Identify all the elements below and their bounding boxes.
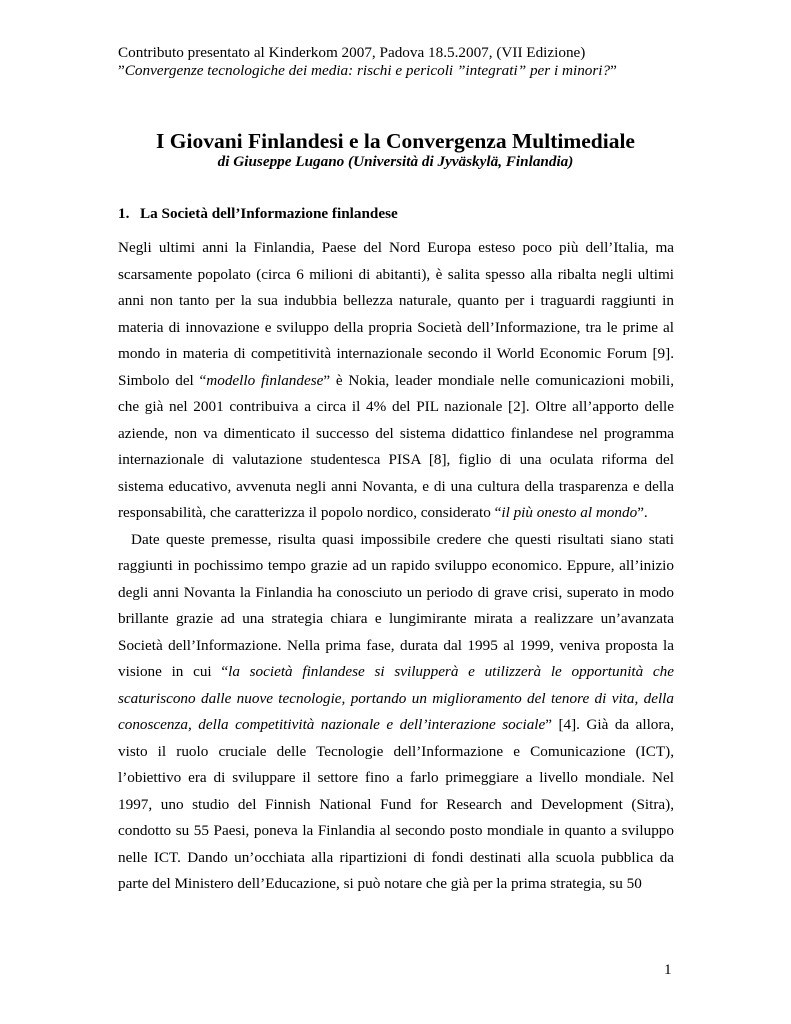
text-line: anni non tanto per la sua indubbia bellezza naturale, quanto per i traguardi raggiunti in xyxy=(118,292,674,309)
page-number: 1 xyxy=(664,961,672,978)
header-open-quote: ” xyxy=(118,62,125,79)
italic-quote: scaturiscono dalle nuove tecnologie, portando un miglioramento del tenore di vita, della xyxy=(118,689,674,707)
italic-quote: il più onesto al mondo xyxy=(501,504,638,521)
header-close-quote: ” xyxy=(610,62,617,79)
text-line: degli anni Novanta la Finlandia ha conosciuto un periodo di grave crisi, superato in modo xyxy=(118,583,674,601)
text-line: l’obiettivo era di sviluppare il settore fino a farlo primeggiare a livello mondiale. Nel xyxy=(118,769,674,786)
text-line: raggiunti in pochissimo tempo grazie ad un rapido sviluppo economico. Eppure, all’inizio xyxy=(118,557,674,574)
section-number: 1. xyxy=(118,205,130,222)
document-title: I Giovani Finlandesi e la Convergenza Multimediale xyxy=(156,129,635,153)
text-line: condotto su 55 Paesi, poneva la Finlandia al secondo posto mondiale in quanto a sviluppo xyxy=(118,822,674,839)
italic-quote: conoscenza, della competitività nazionale e dell’interazione sociale xyxy=(118,716,546,733)
text-line: Simbolo del “modello finlandese” è Nokia, leader mondiale nelle comunicazioni mobili, xyxy=(118,371,674,389)
text-line: che già nel 2001 contribuiva a circa il 4% del PIL nazionale [2]. Oltre all’apporto delle xyxy=(118,398,674,415)
text-line: Negli ultimi anni la Finlandia, Paese del Nord Europa esteso poco più dell’Italia, ma xyxy=(118,239,674,256)
text-line: scarsamente popolato (circa 6 milioni di abitanti), è salita spesso alla ribalta negli ultimi xyxy=(118,265,674,283)
author-line: di Giuseppe Lugano (Università di Jyväskylä, Finlandia) xyxy=(217,153,574,170)
conference-header xyxy=(118,44,698,80)
text-line: parte del Ministero dell’Educazione, si può notare che già per la prima strategia, su 50 xyxy=(118,875,642,892)
section-title: La Società dell’Informazione finlandese xyxy=(140,205,398,222)
text-line: responsabilità, che caratterizza il popolo nordico, considerato “il più onesto al mondo”. xyxy=(118,504,648,521)
text-line: Società dell’Informazione. Nella prima fase, durata dal 1995 al 1999, veniva proposta la xyxy=(118,636,674,654)
text-line: 1997, uno studio del Finnish National Fund for Research and Development (Sitra), xyxy=(118,795,674,813)
italic-quote: modello finlandese xyxy=(206,371,324,389)
header-line-1: Contributo presentato al Kinderkom 2007, Padova 18.5.2007, (VII Edizione) xyxy=(118,44,586,61)
body-paragraph xyxy=(118,527,674,898)
header-line-2 xyxy=(118,62,698,80)
text-line: mondo in materia di competitività internazionale secondo il World Economic Forum [9]. xyxy=(118,345,674,362)
text-line: Date queste premesse, risulta quasi impossibile credere che questi risultati siano stati xyxy=(131,530,674,548)
text-line: materia di innovazione e sviluppo della propria Società dell’Informazione, tra le prime al xyxy=(118,318,674,336)
text-line: visto il ruolo cruciale delle Tecnologie dell’Informazione e Comunicazione (ICT), xyxy=(118,742,674,760)
section-heading xyxy=(118,205,398,223)
body-paragraph xyxy=(118,235,674,527)
text-line: aziende, non va dimenticato il successo del sistema didattico finlandese nel programma xyxy=(118,424,674,442)
text-line: internazionale di valutazione studentesca PISA [8], figlio di una oculata riforma del xyxy=(118,451,674,468)
text-line: brillante grazie ad una strategia chiara e lungimirante mirata a realizzare un’avanzata xyxy=(118,610,674,627)
body-text xyxy=(118,235,674,898)
italic-quote: la società finlandese si svilupperà e utilizzerà le opportunità che xyxy=(228,663,675,680)
header-conference-theme: Convergenze tecnologiche dei media: rischi e pericoli ”integrati” per i minori? xyxy=(124,62,611,79)
text-line: visione in cui “la società finlandese si svilupperà e utilizzerà le opportunità che xyxy=(118,663,675,680)
text-line: conoscenza, della competitività nazionale e dell’interazione sociale” [4]. Già da allora, xyxy=(118,716,674,733)
text-line: sistema educativo, avvenuta negli anni Novanta, e di una cultura della trasparenza e della xyxy=(118,477,674,495)
text-line: nelle ICT. Dando un’occhiata alla ripartizioni di fondi destinati alla scuola pubblica da xyxy=(118,848,674,866)
text-line xyxy=(118,686,674,713)
